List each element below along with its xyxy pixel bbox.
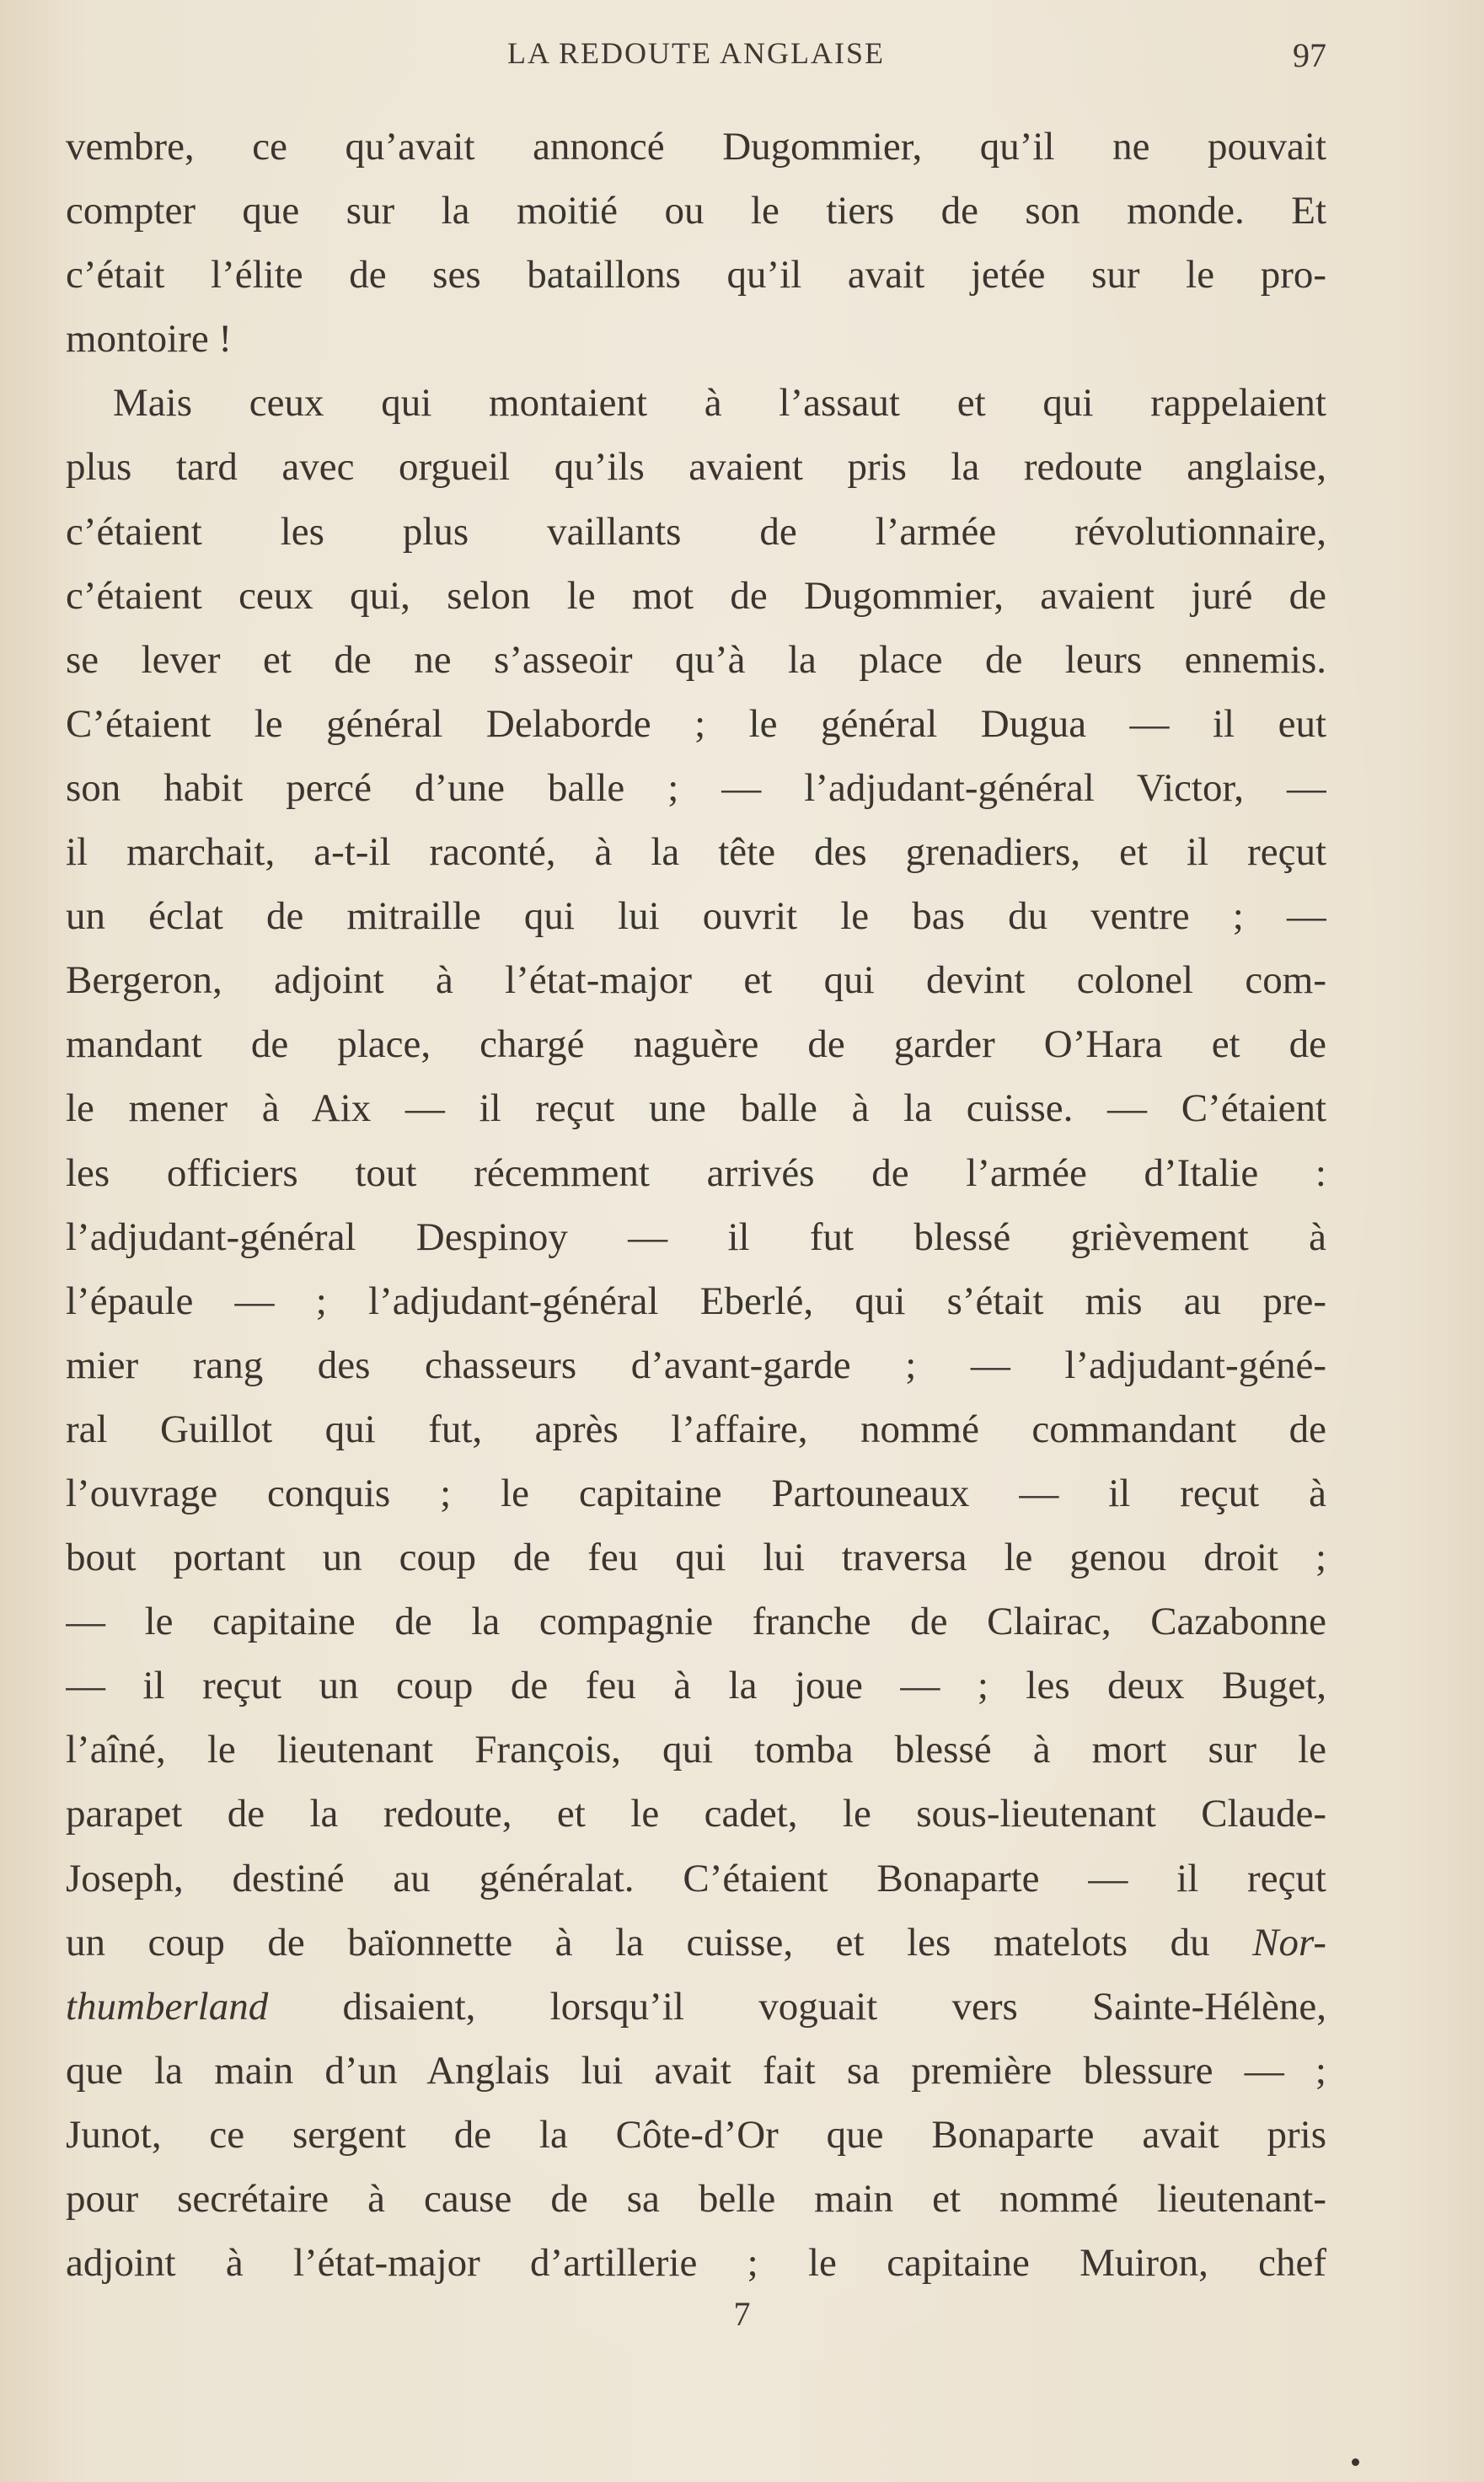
text-line: l’épaule — ; l’adjudant-général Eberlé, qui s’était mis au pre-: [66, 1279, 1326, 1323]
page-number: 97: [1293, 36, 1326, 74]
text-line: ral Guillot qui fut, après l’affaire, nommé commandant de: [66, 1407, 1326, 1451]
text-line: C’étaient le général Delaborde ; le général Dugua — il eut: [66, 701, 1326, 746]
text-line: vembre, ce qu’avait annoncé Dugommier, qu’il ne pouvait: [66, 125, 1326, 169]
text-line: compter que sur la moitié ou le tiers de son monde. Et: [66, 189, 1326, 233]
text-line: — le capitaine de la compagnie franche de Clairac, Cazabonne: [66, 1600, 1326, 1644]
text-line: un éclat de mitraille qui lui ouvrit le bas du ventre ; —: [66, 894, 1326, 939]
italic-segment: Nor-: [1252, 1920, 1326, 1965]
text-line: pour secrétaire à cause de sa belle main et nommé lieutenant-: [66, 2177, 1326, 2221]
running-title: LA REDOUTE ANGLAISE: [507, 36, 885, 70]
text-line: montoire !: [66, 317, 233, 362]
text-segment: un coup de baïonnette à la cuisse, et les matelots du: [66, 1920, 1253, 1965]
text-line: l’aîné, le lieutenant François, qui tomba blessé à mort sur le: [66, 1728, 1326, 1772]
text-line: se lever et de ne s’asseoir qu’à la place de leurs ennemis.: [66, 637, 1326, 682]
text-line: que la main d’un Anglais lui avait fait sa première blessure — ;: [66, 2048, 1326, 2093]
text-line: [66, 1975, 1326, 2039]
text-line: c’étaient les plus vaillants de l’armée révolutionnaire,: [66, 509, 1326, 554]
text-line: Mais ceux qui montaient à l’assaut et qui rappelaient: [113, 381, 1326, 426]
text-line: — il reçut un coup de feu à la joue — ; les deux Buget,: [66, 1664, 1326, 1708]
text-line: plus tard avec orgueil qu’ils avaient pris la redoute anglaise,: [66, 445, 1326, 490]
ink-speck: [1352, 2458, 1359, 2466]
italic-segment: thumberland: [66, 1984, 269, 2029]
text-line: l’adjudant-général Despinoy — il fut blessé grièvement à: [66, 1214, 1326, 1259]
text-line: mier rang des chasseurs d’avant-garde ; — l’adjudant-géné-: [66, 1343, 1326, 1387]
page-header: [66, 35, 1326, 78]
text-line: l’ouvrage conquis ; le capitaine Partouneaux — il reçut à: [66, 1471, 1326, 1515]
text-line: le mener à Aix — il reçut une balle à la cuisse. — C’étaient: [66, 1086, 1326, 1131]
text-line: parapet de la redoute, et le cadet, le sous-lieutenant Claude-: [66, 1792, 1326, 1836]
body-text: [66, 115, 1326, 2295]
text-line: Joseph, destiné au généralat. C’étaient Bonaparte — il reçut: [66, 1856, 1326, 1900]
text-line: [66, 1911, 1326, 1975]
text-line: son habit percé d’une balle ; — l’adjudant-général Victor, —: [66, 765, 1326, 810]
text-line: il marchait, a-t-il raconté, à la tête des grenadiers, et il reçut: [66, 830, 1326, 875]
text-line: Bergeron, adjoint à l’état-major et qui devint colonel com-: [66, 958, 1326, 1003]
signature-mark: 7: [733, 2295, 751, 2333]
text-line: bout portant un coup de feu qui lui traversa le genou droit ;: [66, 1536, 1326, 1580]
text-line: Junot, ce sergent de la Côte-d’Or que Bonaparte avait pris: [66, 2112, 1326, 2157]
text-line: c’était l’élite de ses bataillons qu’il avait jetée sur le pro-: [66, 253, 1326, 298]
text-segment: disaient, lorsqu’il voguait vers Sainte-Hélène,: [268, 1984, 1326, 2029]
text-line: mandant de place, chargé naguère de garder O’Hara et de: [66, 1022, 1326, 1067]
text-line: adjoint à l’état-major d’artillerie ; le capitaine Muiron, chef: [66, 2241, 1326, 2286]
text-line: les officiers tout récemment arrivés de l’armée d’Italie :: [66, 1150, 1326, 1195]
text-line: c’étaient ceux qui, selon le mot de Dugommier, avaient juré de: [66, 573, 1326, 618]
